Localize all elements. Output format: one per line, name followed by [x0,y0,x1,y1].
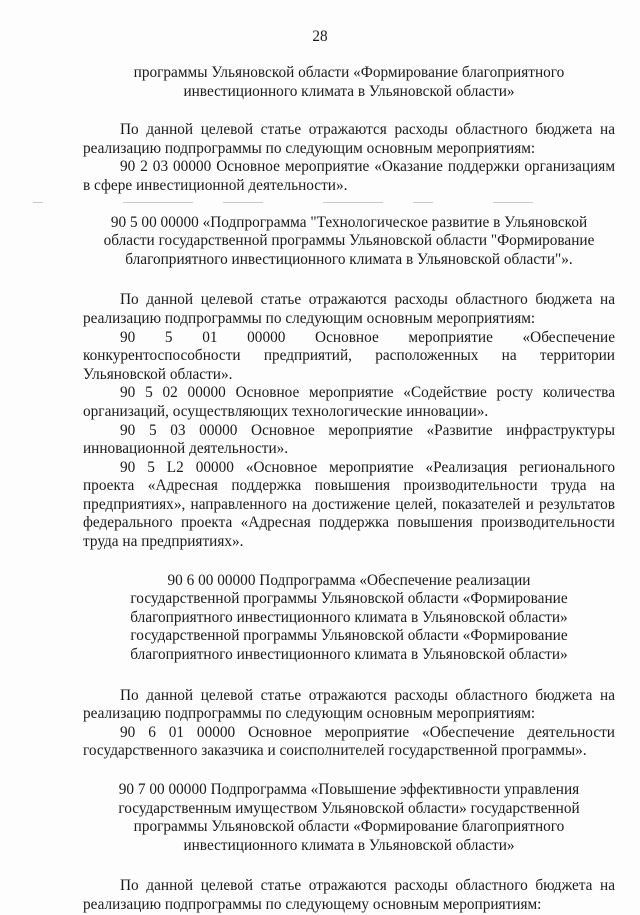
paragraph [83,384,615,421]
paragraph-line: организаций, осуществляющих технологические инновации». [83,402,489,420]
heading-line: инвестиционного климата в Ульяновской области» [183,836,515,854]
paragraph [83,329,615,385]
paragraph-line: 90 5 01 00000 Основное мероприятие «Обеспечение [120,328,615,346]
heading-line: государственным имуществом Ульяновской области» государственной [118,799,580,817]
section-body [83,687,615,761]
paragraph-line: 90 5 02 00000 Основное мероприятие «Содействие росту количества [120,384,615,402]
paragraph-line: инновационной деятельности». [83,440,289,458]
heading-line: области государственной программы Ульяновской области "Формирование [103,232,595,250]
section-heading [83,781,615,855]
page-number: 28 [312,28,328,45]
paragraph [83,687,615,724]
heading-line: государственной программы Ульяновской области «Формирование [130,627,568,645]
section-heading [83,64,615,101]
paragraph-line: в сфере инвестиционной деятельности». [83,176,348,194]
paragraph [83,291,615,328]
paragraph-line: конкурентоспособности предприятий, расположенных на территории [83,347,615,365]
paragraph [83,724,615,761]
section-body [83,291,615,551]
paragraph-line: проекта «Адресная поддержка повышения производительности труда на [83,477,615,495]
heading-line: благоприятного инвестиционного климата в Ульяновской области» [130,646,568,664]
heading-line: 90 7 00 00000 Подпрограмма «Повышение эффективности управления [118,781,580,798]
paragraph-line: реализацию подпрограммы по следующему основным мероприятиям: [83,895,542,913]
section-body [83,877,615,914]
paragraph-line: федерального проекта «Адресная поддержка повышения производительности [83,514,615,532]
heading-line: программы Ульяновской области «Формирование благоприятного [133,64,565,81]
paragraph-line: реализацию подпрограммы по следующим основным мероприятиям: [83,705,536,723]
section-heading [83,572,615,665]
heading-line: инвестиционного климата в Ульяновской области» [183,82,515,100]
paragraph-line: 90 2 03 00000 Основное мероприятие «Оказание поддержки организациям [120,158,615,176]
heading-line: 90 6 00 00000 Подпрограмма «Обеспечение реализации [167,571,531,589]
paragraph [83,121,615,158]
document-body [83,64,615,915]
paragraph [83,422,615,459]
paragraph-line: предприятиях», направленного на достижение целей, показателей и результатов [83,495,615,513]
paragraph-line: 90 5 03 00000 Основное мероприятие «Развитие инфраструктуры [120,421,615,439]
paragraph-line: государственного заказчика и соисполнителей государственной программы». [83,742,587,760]
scan-artifact-line [83,196,615,210]
paragraph-line: труда на предприятиях». [83,533,244,551]
paragraph-line: 90 5 L2 00000 «Основное мероприятие «Реализация регионального [120,458,615,476]
heading-line: программы Ульяновской области «Формирование благоприятного [133,818,565,836]
heading-line: 90 5 00 00000 «Подпрограмма "Технологическое развитие в Ульяновской [110,213,588,231]
paragraph-line: 90 6 01 00000 Основное мероприятие «Обеспечение деятельности [120,723,615,741]
heading-line: благоприятного инвестиционного климата в Ульяновской области» [130,608,568,626]
heading-line: государственной программы Ульяновской области «Формирование [130,590,568,608]
paragraph-line: По данной целевой статье отражаются расходы областного бюджета на [120,121,615,139]
paragraph-line: реализацию подпрограммы по следующим основным мероприятиям: [83,139,536,157]
paragraph [83,158,615,195]
section-body [83,121,615,195]
paragraph [83,459,615,552]
heading-line: благоприятного инвестиционного климата в Ульяновской области"». [125,250,573,268]
paragraph-line: По данной целевой статье отражаются расходы областного бюджета на [120,291,615,309]
section-heading [83,214,615,270]
paragraph [83,877,615,914]
paragraph-line: Ульяновской области». [83,365,233,383]
paragraph-line: По данной целевой статье отражаются расходы областного бюджета на [120,686,615,704]
paragraph-line: По данной целевой статье отражаются расходы областного бюджета на [120,877,615,895]
paragraph-line: реализацию подпрограммы по следующим основным мероприятиям: [83,309,536,327]
